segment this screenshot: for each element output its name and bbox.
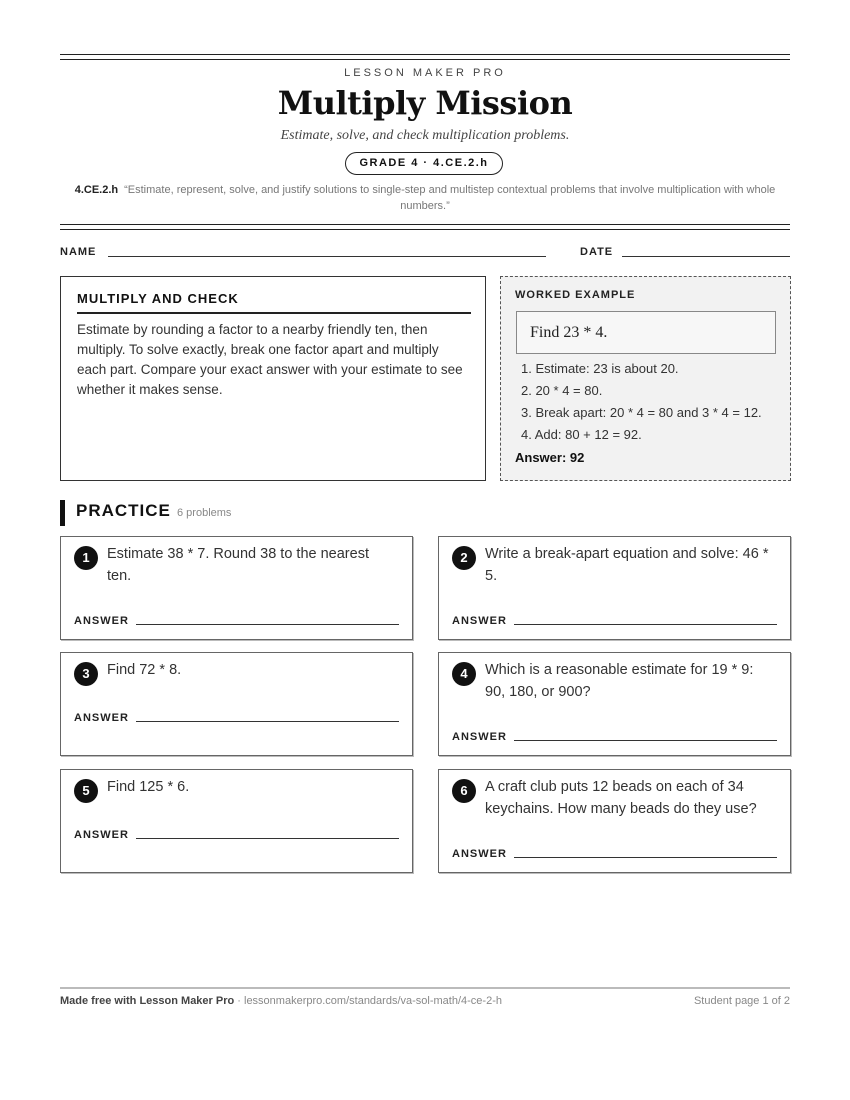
- answer-field[interactable]: [514, 857, 777, 858]
- page-subtitle: Estimate, solve, and check multiplication problems.: [280, 128, 570, 143]
- problem-card-4: [438, 652, 791, 756]
- problem-text: Write a break-apart equation and solve: 46 * 5.: [485, 546, 769, 584]
- footer-credit: [60, 995, 502, 1007]
- problem-card-6: [438, 769, 791, 873]
- footer-made-with: Made free with Lesson Maker Pro: [60, 995, 235, 1007]
- date-field[interactable]: [622, 256, 790, 257]
- brand-name: LESSON MAKER PRO: [344, 67, 506, 79]
- worked-example-steps: [521, 358, 786, 446]
- practice-heading: PRACTICE: [76, 501, 171, 520]
- answer-field[interactable]: [136, 721, 399, 722]
- problem-card-1: [60, 536, 413, 640]
- answer-label: ANSWER: [74, 712, 129, 724]
- problem-number: 3: [74, 662, 98, 686]
- worked-example-problem: Find 23 * 4.: [516, 311, 776, 354]
- footer-url[interactable]: · lessonmakerpro.com/standards/va-sol-math/4-ce-2-h: [234, 995, 502, 1007]
- header-divider: [60, 224, 790, 230]
- worked-example-step: 3. Break apart: 20 * 4 = 80 and 3 * 4 = 12.: [521, 405, 762, 420]
- answer-label: ANSWER: [74, 615, 129, 627]
- problem-card-3: [60, 652, 413, 756]
- answer-field[interactable]: [136, 838, 399, 839]
- problem-number: 1: [74, 546, 98, 570]
- date-label: DATE: [580, 246, 614, 258]
- worked-example-step: 4. Add: 80 + 12 = 92.: [521, 427, 642, 442]
- problem-text: Find 72 * 8.: [107, 662, 182, 678]
- problem-text: A craft club puts 12 beads on each of 34 keychains. How many beads do they use?: [485, 779, 757, 817]
- worked-example-step: 2. 20 * 4 = 80.: [521, 383, 603, 398]
- grade-badge: GRADE 4 · 4.CE.2.h: [345, 152, 503, 175]
- worked-example-answer: Answer: 92: [515, 450, 585, 465]
- standard-statement: [60, 182, 790, 214]
- problem-text: Find 125 * 6.: [107, 779, 190, 795]
- answer-label: ANSWER: [452, 848, 507, 860]
- answer-field[interactable]: [514, 624, 777, 625]
- problem-number: 2: [452, 546, 476, 570]
- answer-label: ANSWER: [452, 615, 507, 627]
- standard-code: 4.CE.2.h: [74, 184, 119, 196]
- problem-card-5: [60, 769, 413, 873]
- intro-heading: MULTIPLY AND CHECK: [77, 291, 471, 314]
- footer-page-number: Student page 1 of 2: [693, 995, 790, 1007]
- answer-label: ANSWER: [74, 829, 129, 841]
- name-field[interactable]: [108, 256, 546, 257]
- problem-text: Which is a reasonable estimate for 19 * 9: 90, 180, or 900?: [485, 662, 754, 700]
- top-rule: [60, 54, 790, 60]
- worked-example-step: 1. Estimate: 23 is about 20.: [521, 361, 679, 376]
- intro-panel: [60, 276, 486, 481]
- worked-example-heading: WORKED EXAMPLE: [515, 289, 636, 301]
- answer-label: ANSWER: [452, 731, 507, 743]
- page-title: Multiply Mission: [277, 84, 573, 122]
- footer-divider: [60, 987, 790, 989]
- standard-text: “Estimate, represent, solve, and justify solutions to single-step and multistep contextual problems that involve multiplication with whole numbers.”: [124, 184, 776, 212]
- worked-example-panel: [500, 276, 791, 481]
- problem-number: 5: [74, 779, 98, 803]
- answer-field[interactable]: [514, 740, 777, 741]
- practice-count: 6 problems: [177, 507, 232, 519]
- name-label: NAME: [60, 246, 97, 258]
- practice-accent-bar: [60, 500, 65, 526]
- problem-text: Estimate 38 * 7. Round 38 to the nearest ten.: [107, 546, 369, 584]
- answer-field[interactable]: [136, 624, 399, 625]
- problem-number: 4: [452, 662, 476, 686]
- problem-card-2: [438, 536, 791, 640]
- intro-body: Estimate by rounding a factor to a nearby friendly ten, then multiply. To solve exactly, break one factor apart and multiply each part. Compare your exact answer with your estimate to see whether it makes sense.: [77, 322, 463, 397]
- problem-number: 6: [452, 779, 476, 803]
